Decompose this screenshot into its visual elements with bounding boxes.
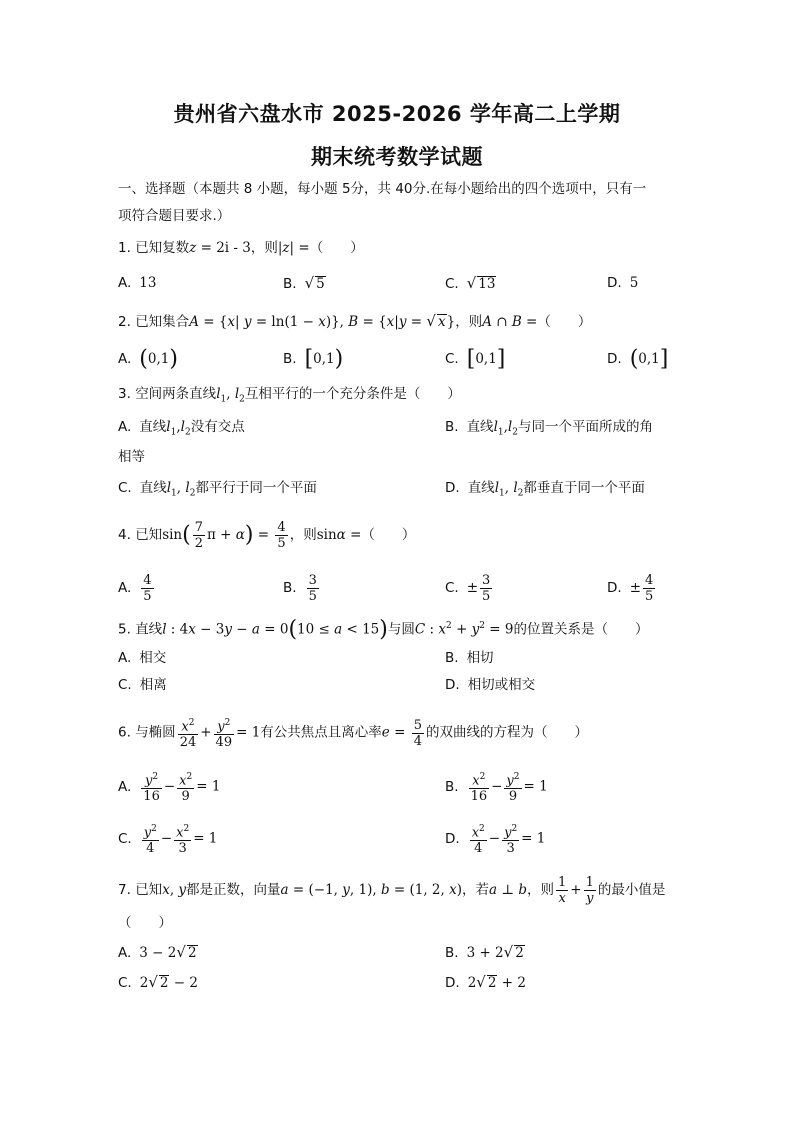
q6-option-b: B. $\frac{x^2}{16}$ − $\frac{y^2}{9}$ = 1 [445,772,548,805]
q1-option-a: A. 13 [118,275,157,291]
q2-option-b: B. [0,1) [283,346,344,372]
question-6: 6. 与椭圆 $\frac{x^2}{24}$ + $\frac{y^2}{49}$ = 1有公共焦点且离心率e = $\frac{5}{4}$ 的双曲线的方程为（ ） [118,717,588,751]
question-7-wrap: （ ） [118,915,172,931]
q6-option-d: D. $\frac{x^2}{4}$ − $\frac{y^2}{3}$ = 1 [445,824,546,857]
question-5: 5. 直线l : 4x − 3y − a = 0(10 ≤ a < 15)与圆C : $x^2 + y^2 = 9$的位置关系是（ ） [118,617,649,642]
q7-option-c: C. 2√ 2 − 2 [118,973,198,991]
q5-option-b: B. 相切 [445,650,494,666]
q4-option-b: B. $\frac{3}{5}$ [283,573,317,604]
q7-option-a: A. 3 − 2√ 2 [118,943,197,961]
question-4: 4. 已知sin( $\frac{7}{2}$ π + α) = $\frac{4}{5}$ ，则sinα =（ ） [118,520,416,551]
q1-option-d: D. 5 [607,275,639,291]
q4-option-d: D. ± $\frac{4}{5}$ [607,573,654,604]
q1-option-b: B. √ 5 [283,274,325,292]
q3-option-c: C. 直线$l_1$, $l_2$都平行于同一个平面 [118,480,317,499]
q4-option-c: C. ± $\frac{3}{5}$ [445,573,491,604]
q3-option-b-wrap: 相等 [118,449,145,465]
question-3: 3. 空间两条直线$l_1$, $l_2$互相平行的一个充分条件是（ ） [118,386,461,405]
question-2: 2. 已知集合A = {x| y = ln(1 − x)}, B = {x|y = √ x}，则A ∩ B =（ ） [118,312,592,330]
q1-option-c: C. √ 13 [445,274,496,292]
q6-option-c: C. $\frac{y^2}{4}$ − $\frac{x^2}{3}$ = 1 [118,824,218,857]
q2-option-c: C. [0,1] [445,346,506,372]
q4-option-a: A. $\frac{4}{5}$ [118,573,152,604]
q5-option-a: A. 相交 [118,650,167,666]
exam-subtitle: 期末统考数学试题 [311,145,483,169]
q3-option-a: A. 直线$l_1,l_2$没有交点 [118,419,245,438]
q2-option-a: A. (0,1) [118,346,178,372]
q7-option-d: D. 2√ 2 + 2 [445,973,526,991]
question-7: 7. 已知x, y都是正数，向量a = (−1, y, 1), b = (1, 2, x)，若a ⊥ b，则 $\frac{1}{x}$ + $\frac{1}{y}$ 的最小值是 [118,875,666,906]
q5-option-c: C. 相离 [118,677,167,693]
q6-option-a: A. $\frac{y^2}{16}$ − $\frac{x^2}{9}$ = 1 [118,772,221,805]
section-instructions-line2: 项符合题目要求.） [118,208,231,224]
q5-option-d: D. 相切或相交 [445,677,536,693]
q3-option-b: B. 直线$l_1,l_2$与同一个平面所成的角 [445,419,653,438]
q2-option-d: D. (0,1] [607,346,669,372]
question-1: 1. 已知复数z = 2i - 3，则|z| =（ ） [118,240,364,256]
q7-option-b: B. 3 + 2√ 2 [445,943,524,961]
exam-title: 贵州省六盘水市 2025-2026 学年高二上学期 [173,102,621,126]
section-instructions-line1: 一、选择题（本题共 8 小题，每小题 5分，共 40分.在每小题给出的四个选项中，只有一 [118,181,647,197]
q3-option-d: D. 直线$l_1$, $l_2$都垂直于同一个平面 [445,480,645,499]
